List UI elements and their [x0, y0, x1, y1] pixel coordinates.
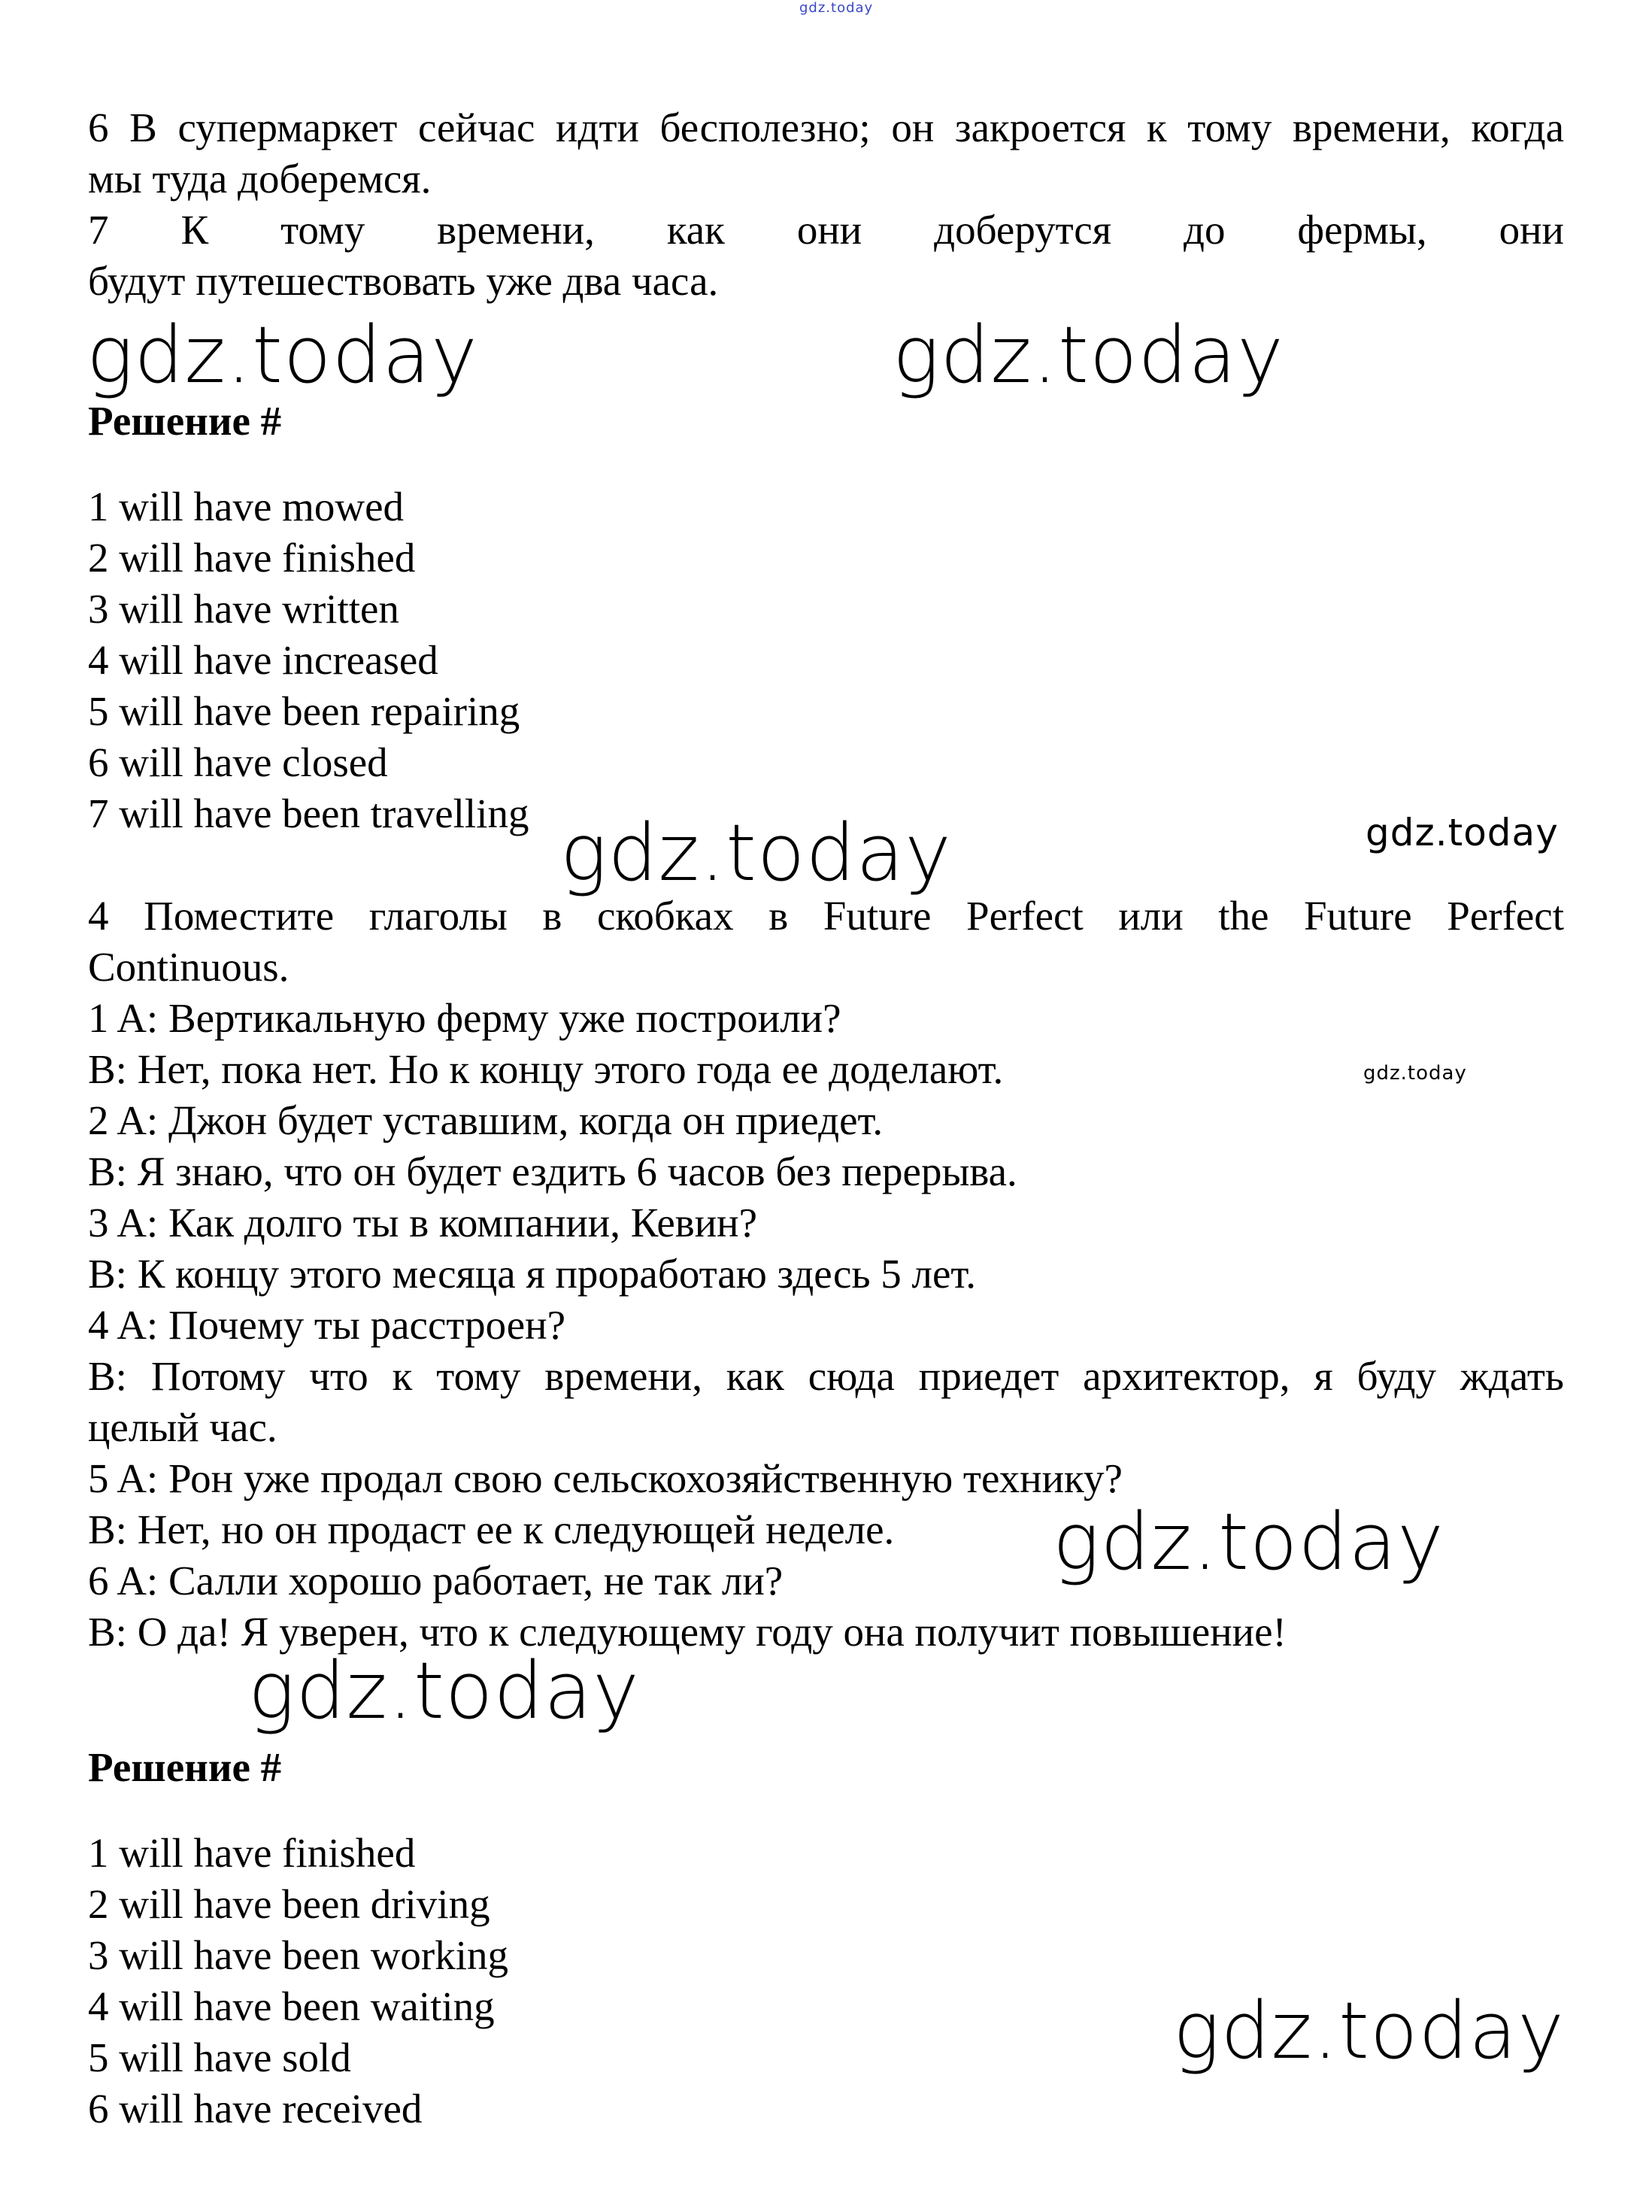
answer-line: 7 will have been travelling	[88, 790, 529, 836]
watermark: gdz.today	[1366, 811, 1559, 854]
answer-line: 5 will have sold	[88, 2034, 351, 2080]
watermark: gdz.today	[1053, 1496, 1444, 1588]
dialogue-line: целый час.	[88, 1404, 277, 1450]
dialogue-line: B: Нет, но он продаст ее к следующей неделе.	[88, 1507, 895, 1552]
answer-line: 4 will have increased	[88, 637, 438, 683]
watermark: gdz.today	[86, 309, 478, 401]
dialogue-line: 2 A: Джон будет уставшим, когда он приедет.	[88, 1097, 884, 1143]
dialogue-line: B: О да! Я уверен, что к следующему году она получит повышение!	[88, 1609, 1287, 1655]
top-watermark: gdz.today	[799, 0, 874, 16]
dialogue-line: B: Нет, пока нет. Но к концу этого года ее доделают.	[88, 1046, 1004, 1092]
dialogue-line: 5 A: Рон уже продал свою сельскохозяйственную технику?	[88, 1455, 1123, 1501]
solution-heading: Решение #	[88, 398, 282, 444]
answer-line: 3 will have been working	[88, 1932, 509, 1978]
answer-line: 6 will have received	[88, 2086, 423, 2132]
watermark: gdz.today	[1173, 1985, 1565, 2077]
exercise-line: будут путешествовать уже два часа.	[88, 258, 719, 304]
dialogue-line: 3 A: Как долго ты в компании, Кевин?	[88, 1200, 757, 1246]
answer-line: 3 will have written	[88, 586, 399, 632]
dialogue-line: 6 A: Салли хорошо работает, не так ли?	[88, 1558, 784, 1604]
dialogue-line: B: Я знаю, что он будет ездить 6 часов без перерыва.	[88, 1148, 1017, 1194]
dialogue-line: 1 A: Вертикальную ферму уже построили?	[88, 995, 841, 1041]
exercise-line: 6 В супермаркет сейчас идти бесполезно; он закроется к тому времени, когда	[88, 105, 1564, 150]
task-title-line: 4 Поместите глаголы в скобках в Future Perfect или the Future Perfect	[88, 893, 1564, 939]
answer-line: 6 will have closed	[88, 739, 388, 785]
watermark: gdz.today	[893, 309, 1284, 401]
dialogue-line: 4 A: Почему ты расстроен?	[88, 1302, 565, 1348]
answer-line: 5 will have been repairing	[88, 688, 520, 734]
answer-line: 1 will have finished	[88, 1830, 416, 1876]
answer-line: 2 will have been driving	[88, 1881, 490, 1927]
answer-line: 1 will have mowed	[88, 484, 405, 529]
exercise-line: мы туда доберемся.	[88, 156, 432, 202]
dialogue-line: B: К концу этого месяца я проработаю здесь 5 лет.	[88, 1251, 977, 1297]
watermark: gdz.today	[248, 1645, 640, 1737]
exercise-line: 7 К тому времени, как они доберутся до фермы, они	[88, 207, 1564, 253]
task-title-line: Continuous.	[88, 944, 289, 990]
watermark: gdz.today	[1363, 1062, 1467, 1085]
solution-heading: Решение #	[88, 1744, 282, 1790]
answer-line: 4 will have been waiting	[88, 1983, 495, 2029]
dialogue-line: B: Потому что к тому времени, как сюда приедет архитектор, я буду ждать	[88, 1353, 1564, 1399]
watermark: gdz.today	[560, 807, 952, 899]
answer-line: 2 will have finished	[88, 535, 416, 581]
